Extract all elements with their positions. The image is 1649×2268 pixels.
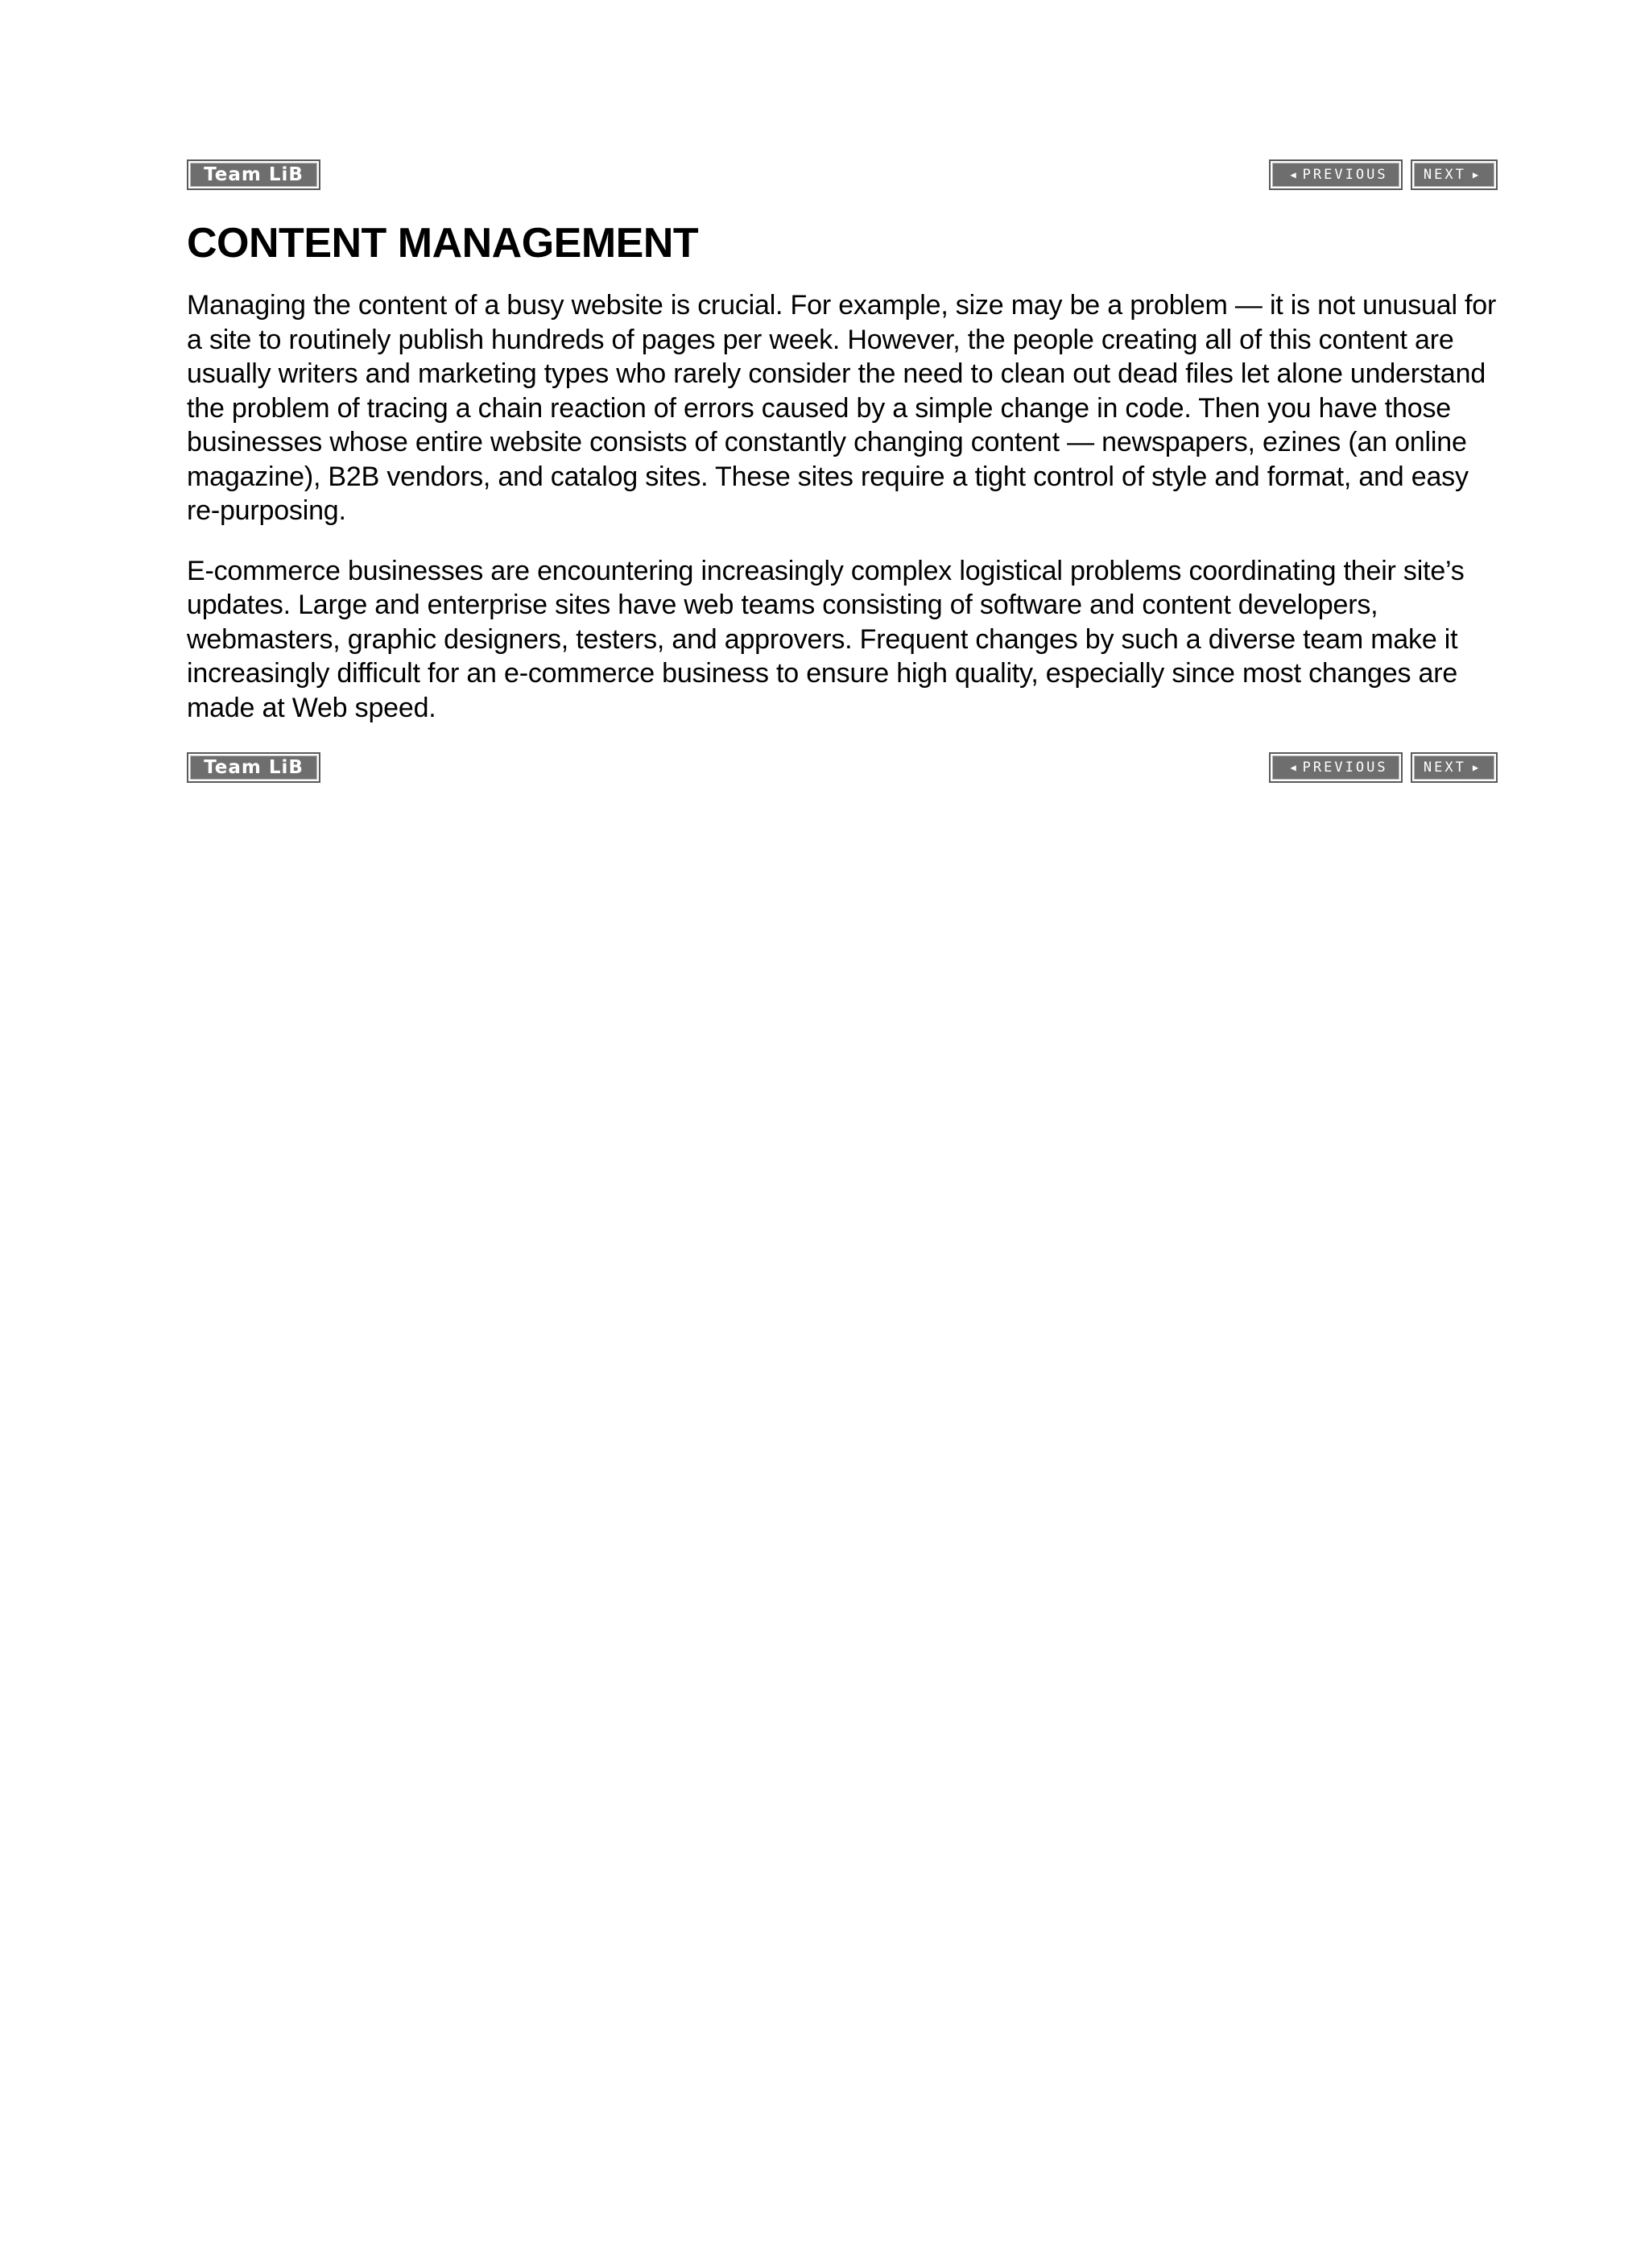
next-button[interactable] <box>1411 752 1498 783</box>
page-title: CONTENT MANAGEMENT <box>187 220 699 267</box>
next-label: NEXT <box>1423 759 1466 776</box>
previous-label: PREVIOUS <box>1302 759 1388 776</box>
arrow-right-icon: ▶ <box>1472 169 1479 180</box>
paragraph-1: Managing the content of a busy website is crucial. For example, size may be a problem — it is not unusual for a site to routinely publish hundreds of pages per week. However, the people creating all of this content are usually writers and marketing types who rarely consider the need to clean out dead files let alone understand the problem of tracing a chain reaction of errors caused by a simple change in code. Then you have those businesses whose entire website consists of constantly changing content — newspapers, ezines (an online magazine), B2B vendors, and catalog sites. These sites require a tight control of style and format, and easy re-purposing. <box>187 290 1497 526</box>
team-lib-label: Team LiB <box>190 163 317 187</box>
team-lib-logo[interactable] <box>187 752 320 783</box>
arrow-right-icon: ▶ <box>1472 762 1479 773</box>
arrow-left-icon: ◀ <box>1290 169 1296 180</box>
team-lib-logo[interactable] <box>187 159 320 190</box>
arrow-left-icon: ◀ <box>1290 762 1296 773</box>
previous-label: PREVIOUS <box>1302 167 1388 183</box>
next-label: NEXT <box>1423 167 1466 183</box>
previous-button[interactable] <box>1269 159 1403 190</box>
paragraph-2: E-commerce businesses are encountering increasingly complex logistical problems coordinating their site’s updates. Large and enterprise sites have web teams consisting of software and content developers, webmasters, graphic designers, testers, and approvers. Frequent changes by such a diverse team make it increasingly difficult for an e-commerce business to ensure high quality, especially since most changes are made at Web speed. <box>187 555 1465 723</box>
previous-button[interactable] <box>1269 752 1403 783</box>
team-lib-label: Team LiB <box>190 755 317 780</box>
page <box>187 159 1498 786</box>
bottom-navbar <box>187 752 1498 786</box>
top-navbar <box>187 159 1498 193</box>
next-button[interactable] <box>1411 159 1498 190</box>
